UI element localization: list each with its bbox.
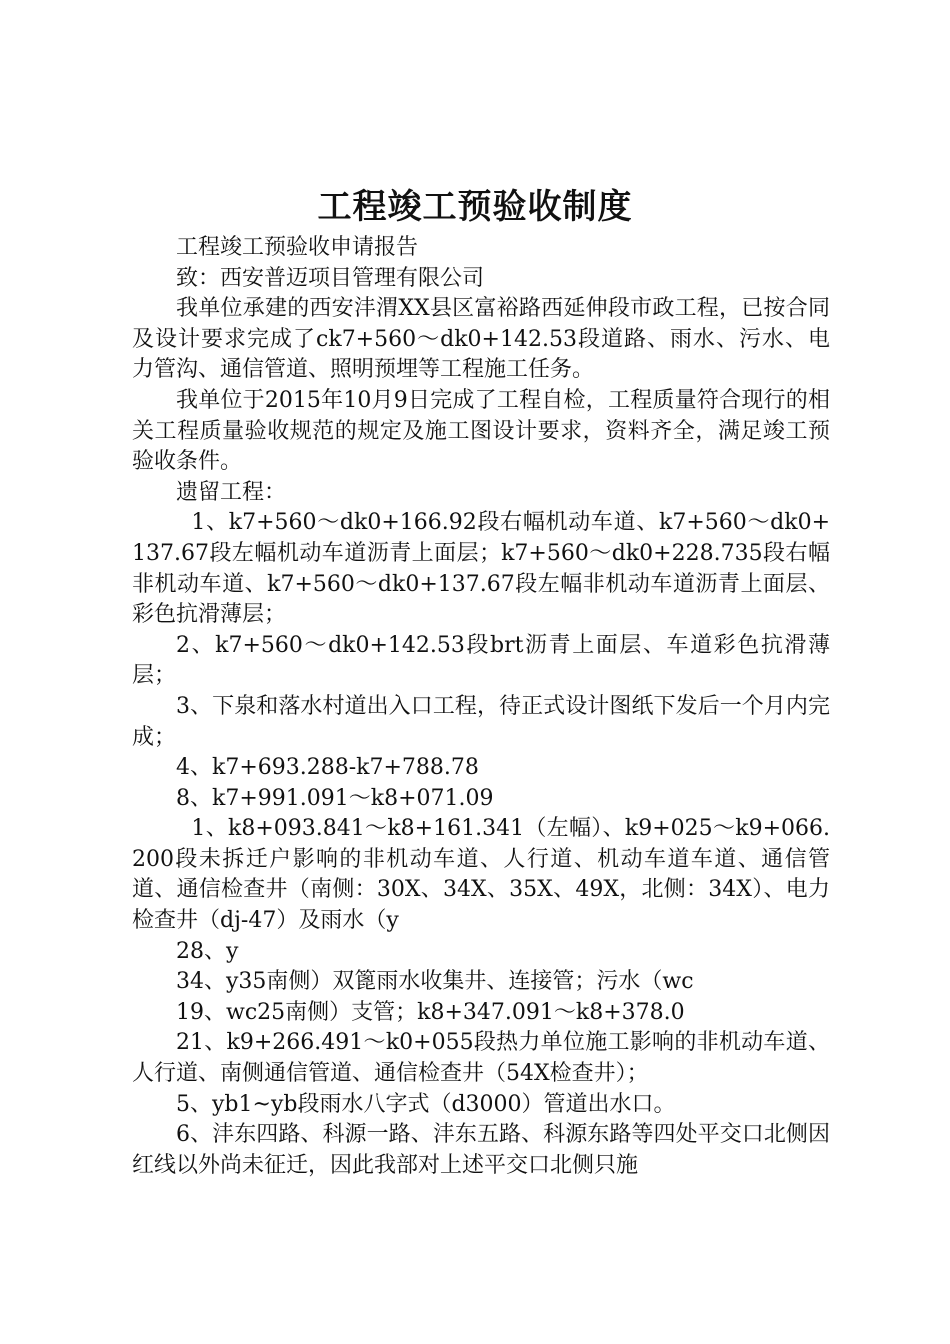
paragraph-item-19: 19、wc25南侧）支管；k8+347.091～k8+378.0: [176, 999, 685, 1025]
paragraph-project-summary: 我单位承建的西安沣渭XX县区富裕路西延伸段市政工程，已按合同及设计要求完成了ck7+560～dk0+142.53段道路、雨水、污水、电力管沟、通信管道、照明预埋等工程施工任务。: [132, 296, 830, 383]
paragraph-recipient: 致：西安普迈项目管理有限公司: [176, 265, 485, 291]
paragraph-self-inspection: 我单位于2015年10月9日完成了工程自检，工程质量符合现行的相关工程质量验收规范的规定及施工图设计要求，资料齐全，满足竣工预验收条件。: [132, 387, 830, 475]
paragraph-item-1: 1、k7+560～dk0+166.92段右幅机动车道、k7+560～dk0+137.67段左幅机动车道沥青上面层；k7+560～dk0+228.735段右幅非机动车道、k7+560～dk0+137.67段左幅非机动车道沥青上面层、彩色抗滑薄层；: [132, 510, 830, 628]
paragraph-remaining-works-heading: 遗留工程：: [176, 479, 287, 505]
paragraph-item-3: 3、下泉和落水村道出入口工程，待正式设计图纸下发后一个月内完成；: [132, 693, 830, 750]
document-body: [132, 233, 830, 1181]
paragraph-item-28: 28、y: [176, 938, 239, 964]
paragraph-item-34: 34、y35南侧）双篦雨水收集井、连接管；污水（wc: [176, 969, 694, 995]
paragraph-item-8: 8、k7+991.091～k8+071.09: [176, 785, 494, 811]
paragraph-item-4: 4、k7+693.288-k7+788.78: [176, 755, 479, 781]
paragraph-item-1b: 1、k8+093.841～k8+161.341（左幅）、k9+025～k9+066.200段未拆迁户影响的非机动车道、人行道、机动车道车道、通信管道、通信检查井（南侧：30X、34X、35X、49X，北侧：34X）、电力检查井（dj-47）及雨水（y: [132, 816, 830, 934]
paragraph-report-heading: 工程竣工预验收申请报告: [176, 235, 419, 260]
paragraph-item-21: 21、k9+266.491～k0+055段热力单位施工影响的非机动车道、人行道、南侧通信管道、通信检查井（54X检查井）；: [132, 1030, 830, 1087]
paragraph-item-5: 5、yb1~yb段雨水八字式（d3000）管道出水口。: [176, 1091, 676, 1117]
paragraph-item-6: 6、沣东四路、科源一路、沣东五路、科源东路等四处平交口北侧因红线以外尚未征迁，因此我部对上述平交口北侧只施: [132, 1122, 830, 1178]
paragraph-item-2: 2、k7+560～dk0+142.53段brt沥青上面层、车道彩色抗滑薄层；: [132, 632, 830, 689]
document-title: 工程竣工预验收制度: [317, 187, 633, 227]
